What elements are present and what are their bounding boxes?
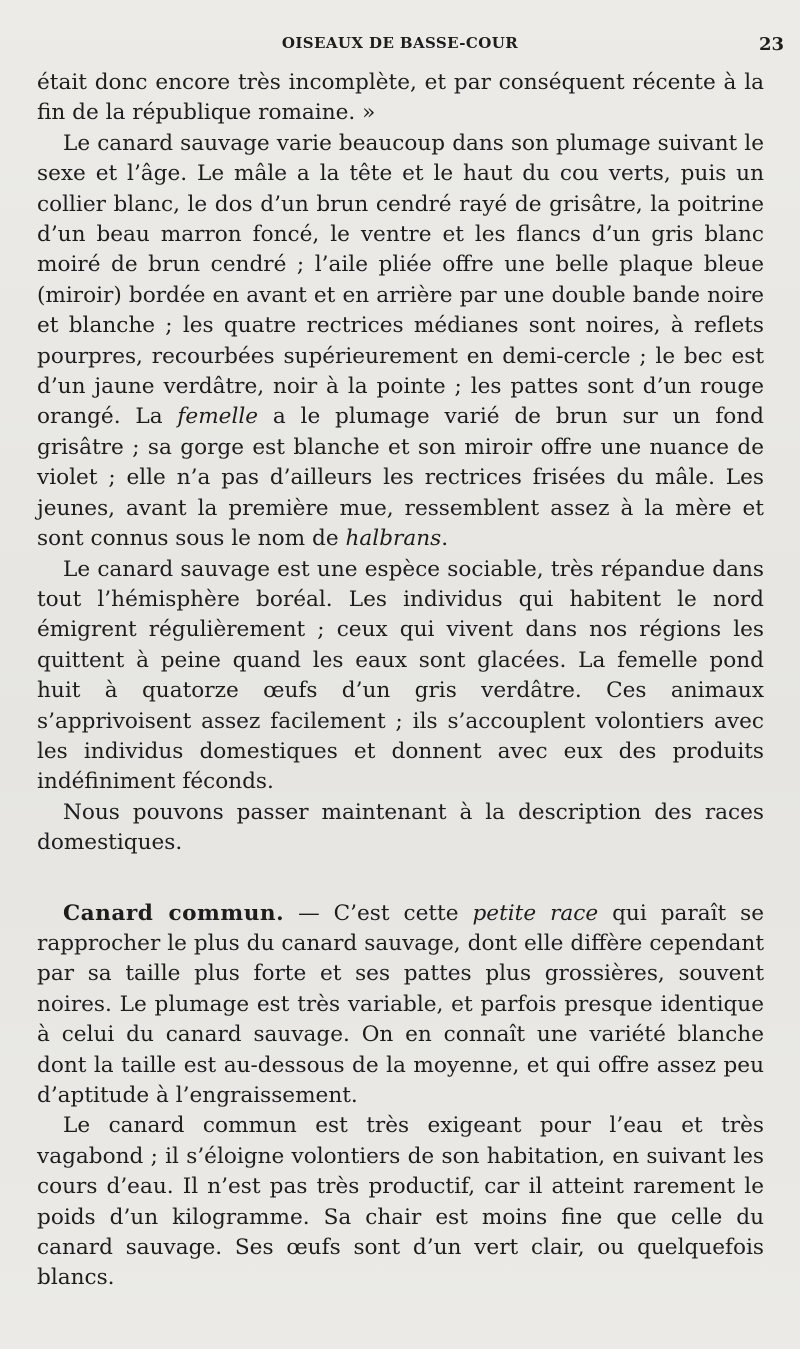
running-title: OISEAUX DE BASSE-COUR xyxy=(281,34,519,52)
italic-term-halbrans: halbrans xyxy=(345,526,442,552)
paragraph-habitat: Le canard sauvage est une espèce sociable, très répandue dans tout l’hémisphère boréal. Les individus qui habitent le nord émigrent régulièrement ; ceux qui vivent dans nos régions les quittent à peine quand les eaux sont glacées. La femelle pond huit à quatorze œufs d’un gris verdâtre. Ces animaux s’apprivoisent assez facilement ; ils s’accouplent volontiers avec les individus domestiques et donnent avec eux des produits indéfiniment féconds. xyxy=(37,556,764,795)
text-run: qui paraît se rapprocher le plus du canard sauvage, dont elle diffère cependant par sa taille plus forte et ses pattes plus grossières, souvent noires. Le plumage est très variable, et parfois presque identique à celui du canard sauvage. On en connaît une variété blanche dont la taille est au-dessous de la moyenne, et qui offre assez peu d’aptitude à l’engraissement. xyxy=(37,900,764,1108)
italic-term-femelle: femelle xyxy=(177,404,259,430)
paragraph-canard-commun xyxy=(37,899,764,1112)
paragraph-canard-commun-habits: Le canard commun est très exigeant pour l’eau et très vagabond ; il s’éloigne volontiers de son habitation, en suivant les cours d’eau. Il n’est pas très productif, car il atteint rarement le poids d’un kilogramme. Sa chair est moins fine que celle du canard sauvage. Ses œufs sont d’un vert clair, ou quelquefois blancs. xyxy=(37,1113,764,1291)
paragraph-continuation: était donc encore très incomplète, et par conséquent récente à la fin de la république romaine. » xyxy=(37,70,764,126)
text-run: Le canard sauvage varie beaucoup dans son plumage suivant le sexe et l’âge. Le mâle a la tête et le haut du cou verts, puis un collier blanc, le dos d’un brun cendré rayé de grisâtre, la poitrine d’un beau marron foncé, le ventre et les flancs d’un gris blanc moiré de brun cendré ; l’aile pliée offre une belle plaque bleue (miroir) bordée en avant et en arrière par une double bande noire et blanche ; les quatre rectrices médianes sont noires, à reflets pourpres, recourbées supérieurement en demi-cercle ; le bec est d’un jaune verdâtre, noir à la pointe ; les pattes sont d’un rouge orangé. La xyxy=(37,130,764,430)
text-run: — C’est cette xyxy=(284,900,473,926)
italic-term-petite-race: petite race xyxy=(472,900,599,926)
page-number: 23 xyxy=(758,34,784,55)
body-text xyxy=(37,68,764,1294)
text-run: . xyxy=(441,526,449,552)
section-spacer xyxy=(37,859,764,899)
paragraph-plumage xyxy=(37,129,764,555)
text-run: a le plumage varié de brun sur un fond grisâtre ; sa gorge est blanche et son miroir offre une nuance de violet ; elle n’a pas d’ailleurs les rectrices frisées du mâle. Les jeunes, avant la première mue, ressemblent assez à la mère et sont connus sous le nom de xyxy=(37,404,765,552)
running-header xyxy=(0,34,800,58)
paragraph-transition: Nous pouvons passer maintenant à la description des races domestiques. xyxy=(37,799,764,856)
section-heading: Canard commun. xyxy=(63,900,285,926)
